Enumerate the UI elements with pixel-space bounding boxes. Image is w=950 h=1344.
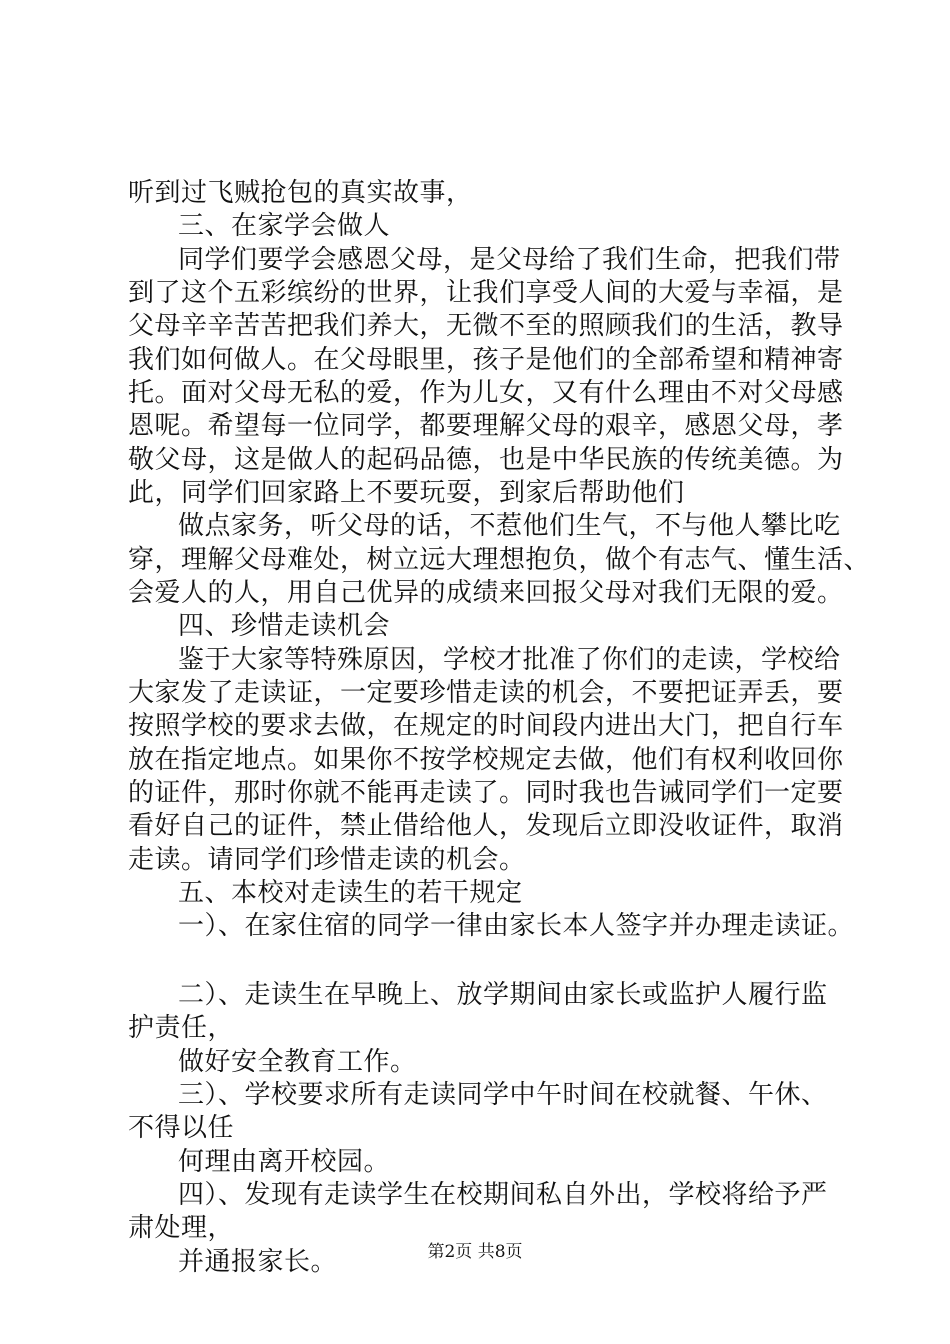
body-text-line: 恩呢。希望每一位同学，都要理解父母的艰辛，感恩父母，孝: [128, 411, 844, 441]
section-heading: 四、珍惜走读机会: [178, 611, 391, 641]
body-text-line: 穿，理解父母难处，树立远大理想抱负，做个有志气、懂生活、: [128, 545, 871, 575]
body-text-line: 走读。请同学们珍惜走读的机会。: [128, 845, 526, 875]
rule-item: 一）、在家住宿的同学一律由家长本人签字并办理走读证。: [178, 911, 855, 941]
rule-item: 并通报家长。: [178, 1247, 338, 1277]
rule-item: 护责任，: [128, 1013, 235, 1043]
body-text-line: 看好自己的证件，禁止借给他人，发现后立即没收证件，取消: [128, 811, 844, 841]
body-text-line: 按照学校的要求去做，在规定的时间段内进出大门，把自行车: [128, 711, 844, 741]
section-heading: 三、在家学会做人: [178, 211, 391, 241]
rule-item: 二）、走读生在早晚上、放学期间由家长或监护人履行监: [178, 980, 828, 1010]
rule-item: 做好安全教育工作。: [178, 1047, 417, 1077]
body-text-line: 托。面对父母无私的爱，作为儿女，又有什么理由不对父母感: [128, 378, 844, 408]
body-text-line: 听到过飞贼抢包的真实故事，: [128, 178, 473, 208]
body-text-line: 此，同学们回家路上不要玩耍，到家后帮助他们: [128, 478, 685, 508]
rule-item: 肃处理，: [128, 1213, 235, 1243]
body-text-line: 的证件，那时你就不能再走读了。同时我也告诫同学们一定要: [128, 778, 844, 808]
body-text-line: 敬父母，这是做人的起码品德，也是中华民族的传统美德。为: [128, 445, 844, 475]
body-text-line: 我们如何做人。在父母眼里，孩子是他们的全部希望和精神寄: [128, 345, 844, 375]
rule-item: 不得以任: [128, 1113, 235, 1143]
body-text-line: 放在指定地点。如果你不按学校规定去做，他们有权利收回你: [128, 745, 844, 775]
body-text-line: 鉴于大家等特殊原因，学校才批准了你们的走读，学校给: [178, 645, 841, 675]
body-text-line: 做点家务，听父母的话，不惹他们生气，不与他人攀比吃: [178, 511, 841, 541]
body-text-line: 到了这个五彩缤纷的世界，让我们享受人间的大爱与幸福，是: [128, 278, 844, 308]
body-text-line: 父母辛辛苦苦把我们养大，无微不至的照顾我们的生活，教导: [128, 311, 844, 341]
body-text-line: 同学们要学会感恩父母，是父母给了我们生命，把我们带: [178, 245, 841, 275]
rule-item: 何理由离开校园。: [178, 1147, 391, 1177]
body-text-line: 大家发了走读证，一定要珍惜走读的机会，不要把证弄丢，要: [128, 678, 844, 708]
section-heading: 五、本校对走读生的若干规定: [178, 878, 523, 908]
rule-item: 四）、发现有走读学生在校期间私自外出，学校将给予严: [178, 1180, 828, 1210]
page-number-footer: 第2页 共8页: [427, 1242, 523, 1262]
rule-item: 三）、学校要求所有走读同学中午时间在校就餐、午休、: [178, 1080, 828, 1110]
body-text-line: 会爱人的人，用自己优异的成绩来回报父母对我们无限的爱。: [128, 578, 844, 608]
